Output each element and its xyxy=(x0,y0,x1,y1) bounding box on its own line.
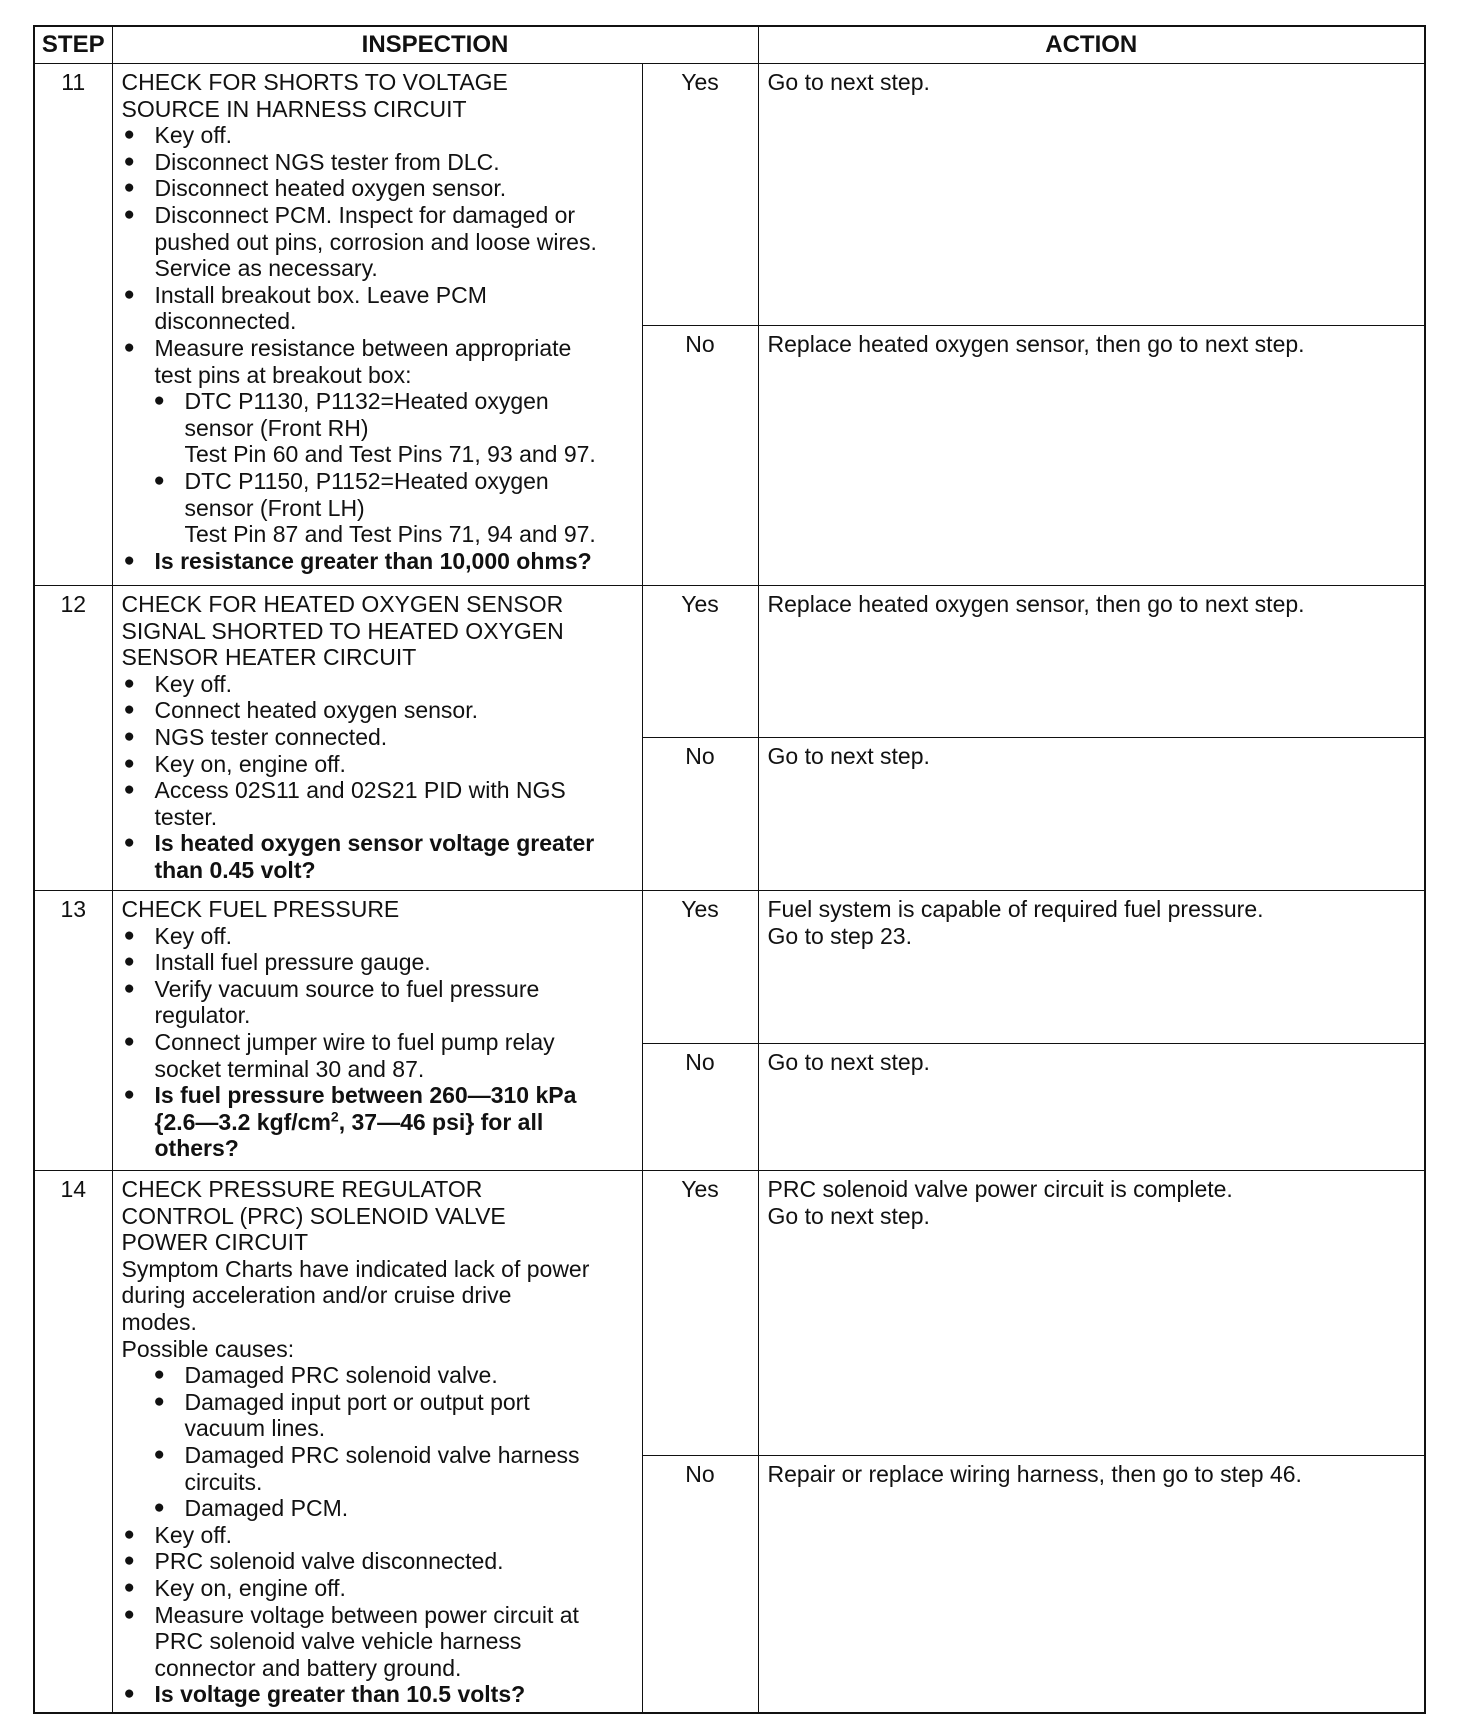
bullet-icon: ● xyxy=(123,977,135,999)
yes-label: Yes xyxy=(642,64,758,326)
list-item: ● Install breakout box. Leave PCM disconnected. xyxy=(123,281,487,335)
bullet-icon: ● xyxy=(123,177,135,199)
no-action: Replace heated oxygen sensor, then go to next step. xyxy=(758,326,1425,586)
list-item: ● Measure resistance between appropriate test pins at breakout box: xyxy=(123,334,572,388)
step-number: 12 xyxy=(34,586,112,891)
bullet-icon: ● xyxy=(123,924,135,946)
sub-list-item: ● DTC P1150, P1152=Heated oxygen sensor (Front LH) xyxy=(122,468,632,521)
step-number: 14 xyxy=(34,1171,112,1713)
step-title: CHECK FOR SHORTS TO VOLTAGE SOURCE IN HARNESS CIRCUIT xyxy=(121,69,508,122)
bullet-icon: ● xyxy=(123,1576,135,1598)
yes-label: Yes xyxy=(642,1171,758,1456)
list-item: ● Connect jumper wire to fuel pump relay socket terminal 30 and 87. xyxy=(123,1028,555,1082)
step-title: CHECK FOR HEATED OXYGEN SENSOR SIGNAL SHORTED TO HEATED OXYGEN SENSOR HEATER CIRCUIT xyxy=(121,591,564,671)
sub-list-item: ● Damaged PRC solenoid valve. xyxy=(122,1362,632,1389)
no-label: No xyxy=(642,738,758,891)
question-item: ● Is voltage greater than 10.5 volts? xyxy=(123,1681,526,1708)
step-12-inspection xyxy=(112,586,642,891)
question-item: ● Is heated oxygen sensor voltage greater than 0.45 volt? xyxy=(123,830,595,883)
header-inspection: INSPECTION xyxy=(112,26,758,64)
no-label: No xyxy=(642,1456,758,1713)
diagnostic-table-sheet xyxy=(33,25,1424,1714)
bullet-icon: ● xyxy=(123,150,135,172)
bullet-icon: ● xyxy=(123,725,135,747)
list-item: ● PRC solenoid valve disconnected. xyxy=(123,1548,504,1575)
bullet-icon: ● xyxy=(123,1084,135,1106)
bullet-icon: ● xyxy=(123,699,135,721)
bullet-icon: ● xyxy=(153,1443,165,1465)
no-action: Repair or replace wiring harness, then go to step 46. xyxy=(758,1456,1425,1713)
list-item: ● Key off. xyxy=(123,122,233,149)
list-item: ● Verify vacuum source to fuel pressure regulator. xyxy=(123,975,540,1029)
step-13-yes-row xyxy=(34,891,1425,1044)
yes-label: Yes xyxy=(642,891,758,1044)
bullet-icon: ● xyxy=(153,1390,165,1412)
list-item: ● Disconnect heated oxygen sensor. xyxy=(123,175,507,202)
sub-list-item: ● Damaged PCM. xyxy=(122,1495,632,1522)
sub-list-item: ● DTC P1130, P1132=Heated oxygen sensor (Front RH) xyxy=(122,388,632,441)
sub-list-item: ● Damaged input port or output port vacuum lines. xyxy=(122,1389,632,1442)
bullet-icon: ● xyxy=(153,469,165,491)
bullet-icon: ● xyxy=(123,1550,135,1572)
no-action: Go to next step. xyxy=(758,1044,1425,1171)
list-item: ● Key on, engine off. xyxy=(123,750,346,777)
header-action: ACTION xyxy=(758,26,1425,64)
test-pin-detail: Test Pin 87 and Test Pins 71, 94 and 97. xyxy=(184,521,596,548)
causes-label: Possible causes: xyxy=(121,1335,295,1362)
bullet-icon: ● xyxy=(123,124,135,146)
bullet-icon: ● xyxy=(123,203,135,225)
yes-action: PRC solenoid valve power circuit is complete. Go to next step. xyxy=(758,1171,1425,1456)
step-11-yes-row xyxy=(34,64,1425,326)
bullet-icon: ● xyxy=(123,951,135,973)
list-item: ● Connect heated oxygen sensor. xyxy=(123,697,479,724)
bullet-icon: ● xyxy=(123,1683,135,1705)
step-11-inspection xyxy=(112,64,642,586)
no-label: No xyxy=(642,1044,758,1171)
sub-list-item: ● Damaged PRC solenoid valve harness circuits. xyxy=(122,1442,632,1495)
bullet-icon: ● xyxy=(153,390,165,412)
question-item: ● Is resistance greater than 10,000 ohms? xyxy=(123,547,592,574)
test-pin-detail: Test Pin 60 and Test Pins 71, 93 and 97. xyxy=(184,441,596,468)
yes-action: Go to next step. xyxy=(758,64,1425,326)
list-item: ● Disconnect PCM. Inspect for damaged or pushed out pins, corrosion and loose wires. Service as necessary. xyxy=(123,201,597,282)
step-12-yes-row xyxy=(34,586,1425,738)
bullet-icon: ● xyxy=(123,549,135,571)
bullet-icon: ● xyxy=(153,1364,165,1386)
step-number: 11 xyxy=(34,64,112,586)
yes-label: Yes xyxy=(642,586,758,738)
question-item: ● Is fuel pressure between 260—310 kPa {2.6—3.2 kgf/$cm^2$, 37—46 psi} for all others? xyxy=(123,1082,577,1162)
yes-action: Replace heated oxygen sensor, then go to next step. xyxy=(758,586,1425,738)
diagnostic-table xyxy=(33,25,1426,1714)
bullet-icon: ● xyxy=(123,1523,135,1545)
bullet-icon: ● xyxy=(123,672,135,694)
step-title: CHECK FUEL PRESSURE xyxy=(121,896,400,922)
list-item: ● Install fuel pressure gauge. xyxy=(123,949,431,976)
step-intro: Symptom Charts have indicated lack of power during acceleration and/or cruise drive modes. xyxy=(121,1255,590,1335)
list-item: ● Key off. xyxy=(123,670,233,697)
list-item: ● Disconnect NGS tester from DLC. xyxy=(123,148,500,175)
no-label: No xyxy=(642,326,758,586)
bullet-icon: ● xyxy=(123,779,135,801)
bullet-icon: ● xyxy=(123,832,135,854)
header-row xyxy=(34,26,1425,64)
step-14-yes-row xyxy=(34,1171,1425,1456)
step-13-inspection xyxy=(112,891,642,1171)
step-number: 13 xyxy=(34,891,112,1171)
bullet-icon: ● xyxy=(123,1030,135,1052)
list-item: ● Key on, engine off. xyxy=(123,1574,346,1601)
list-item: ● Key off. xyxy=(123,1521,233,1548)
bullet-icon: ● xyxy=(123,283,135,305)
step-title: CHECK PRESSURE REGULATOR CONTROL (PRC) SOLENOID VALVE POWER CIRCUIT xyxy=(121,1176,506,1256)
no-action: Go to next step. xyxy=(758,738,1425,891)
list-item: ● NGS tester connected. xyxy=(123,723,388,750)
step-14-inspection xyxy=(112,1171,642,1713)
bullet-icon: ● xyxy=(123,752,135,774)
bullet-icon: ● xyxy=(153,1497,165,1519)
bullet-icon: ● xyxy=(123,1603,135,1625)
yes-action: Fuel system is capable of required fuel pressure. Go to step 23. xyxy=(758,891,1425,1044)
bullet-icon: ● xyxy=(123,336,135,358)
list-item: ● Access 02S11 and 02S21 PID with NGS tester. xyxy=(123,777,566,830)
list-item: ● Key off. xyxy=(123,922,233,949)
header-step: STEP xyxy=(34,26,112,64)
list-item: ● Measure voltage between power circuit at PRC solenoid valve vehicle harness connector and battery ground. xyxy=(123,1601,579,1681)
